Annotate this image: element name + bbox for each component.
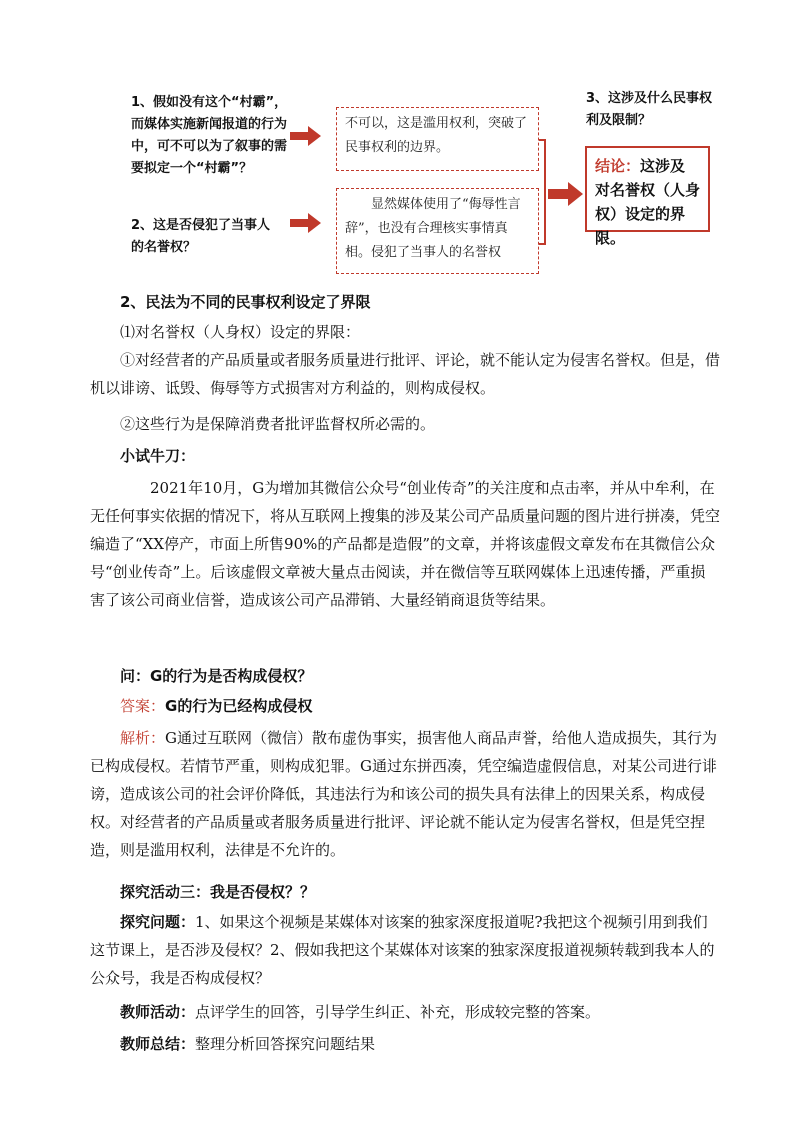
point-2: ②这些行为是保障消费者批评监督权所必需的。: [120, 415, 436, 433]
analysis-label: 解析：: [120, 729, 166, 747]
diagram-question-1: 1、假如没有这个“村霸”，而媒体实施新闻报道的行为中，可不可以为了叙事的需要拟定一个“村霸”？: [131, 95, 288, 176]
case-text: 2021年10月，G为增加其微信公众号“创业传奇”的关注度和点击率，并从中牟利，在无任何事实依据的情况下，将从互联网上搜集的涉及某公司产品质量问题的图片进行拼凑，凭空编造了“XX停产，市面上所售90%的产品都是造假”的文章，并将该虚假文章发布在其微信公众号“创业传奇”上。后该虚假文章被大量点击阅读，并在微信等互联网媒体上迅速传播，严重损害了该公司商业信誉，造成该公司产品滞销、大量经销商退货等结果。: [90, 479, 721, 609]
answer-label: 答案：: [120, 697, 166, 715]
teacher-summary-text: 整理分析回答探究问题结果: [195, 1035, 376, 1053]
teacher-activity: [120, 998, 720, 1026]
conclusion-label: 结论：: [595, 157, 641, 175]
diagram-question-2: 2、这是否侵犯了当事人的名誉权？: [131, 218, 271, 255]
answer: [120, 692, 720, 720]
activity-heading: 探究活动三：我是否侵权？？: [120, 883, 316, 901]
teacher-activity-text: 点评学生的回答，引导学生纠正、补充，形成较完整的答案。: [195, 1003, 601, 1021]
arrow-right-icon: [548, 181, 584, 207]
conclusion-text: 这涉及对名誉权（人身权）设定的界限。: [595, 157, 701, 247]
analysis: [90, 724, 720, 864]
inquiry-text: 1、如果这个视频是某媒体对该案的独家深度报道呢?我把这个视频引用到我们这节课上，是否涉及侵权？2、假如我把这个某媒体对该案的独家深度报道视频转载到我本人的公众号，我是否构成侵权？: [90, 913, 715, 987]
arrow-right-icon: [290, 124, 322, 148]
diagram-answer-2: 显然媒体使用了“侮辱性言辞”，也没有合理核实事情真相。侵犯了当事人的名誉权: [336, 188, 539, 274]
sub-heading: ⑴对名誉权（人身权）设定的界限：: [120, 323, 361, 341]
trial-heading: 小试牛刀：: [120, 447, 196, 465]
question: 问：G的行为是否构成侵权？: [120, 667, 313, 685]
answer-text: G的行为已经构成侵权: [165, 697, 313, 715]
conclusion-box: [585, 146, 710, 247]
teacher-activity-label: 教师活动：: [120, 1003, 196, 1021]
teacher-summary: [120, 1030, 720, 1058]
inquiry: [90, 908, 720, 992]
diagram-question-3: 3、这涉及什么民事权利及限制？: [586, 91, 713, 128]
inquiry-label: 探究问题：: [120, 913, 196, 931]
teacher-summary-label: 教师总结：: [120, 1035, 196, 1053]
arrow-right-icon: [290, 211, 322, 235]
point-1: ①对经营者的产品质量或者服务质量进行批评、评论，就不能认定为侵害名誉权。但是，借机以诽谤、诋毁、侮辱等方式损害对方利益的，则构成侵权。: [90, 351, 721, 397]
diagram-answer-1: 不可以，这是滥用权利，突破了民事权利的边界。: [336, 107, 539, 171]
analysis-text: G通过互联网（微信）散布虚伪事实，损害他人商品声誉，给他人造成损失，其行为已构成侵权。若情节严重，则构成犯罪。G通过东拼西凑，凭空编造虚假信息，对某公司进行诽谤，造成该公司的社会评价降低，其违法行为和该公司的损失具有法律上的因果关系，构成侵权。对经营者的产品质量或者服务质量进行批评、评论就不能认定为侵害名誉权，但是凭空捏造，则是滥用权利，法律是不允许的。: [90, 729, 718, 859]
section-heading: 2、民法为不同的民事权利设定了界限: [120, 293, 371, 311]
